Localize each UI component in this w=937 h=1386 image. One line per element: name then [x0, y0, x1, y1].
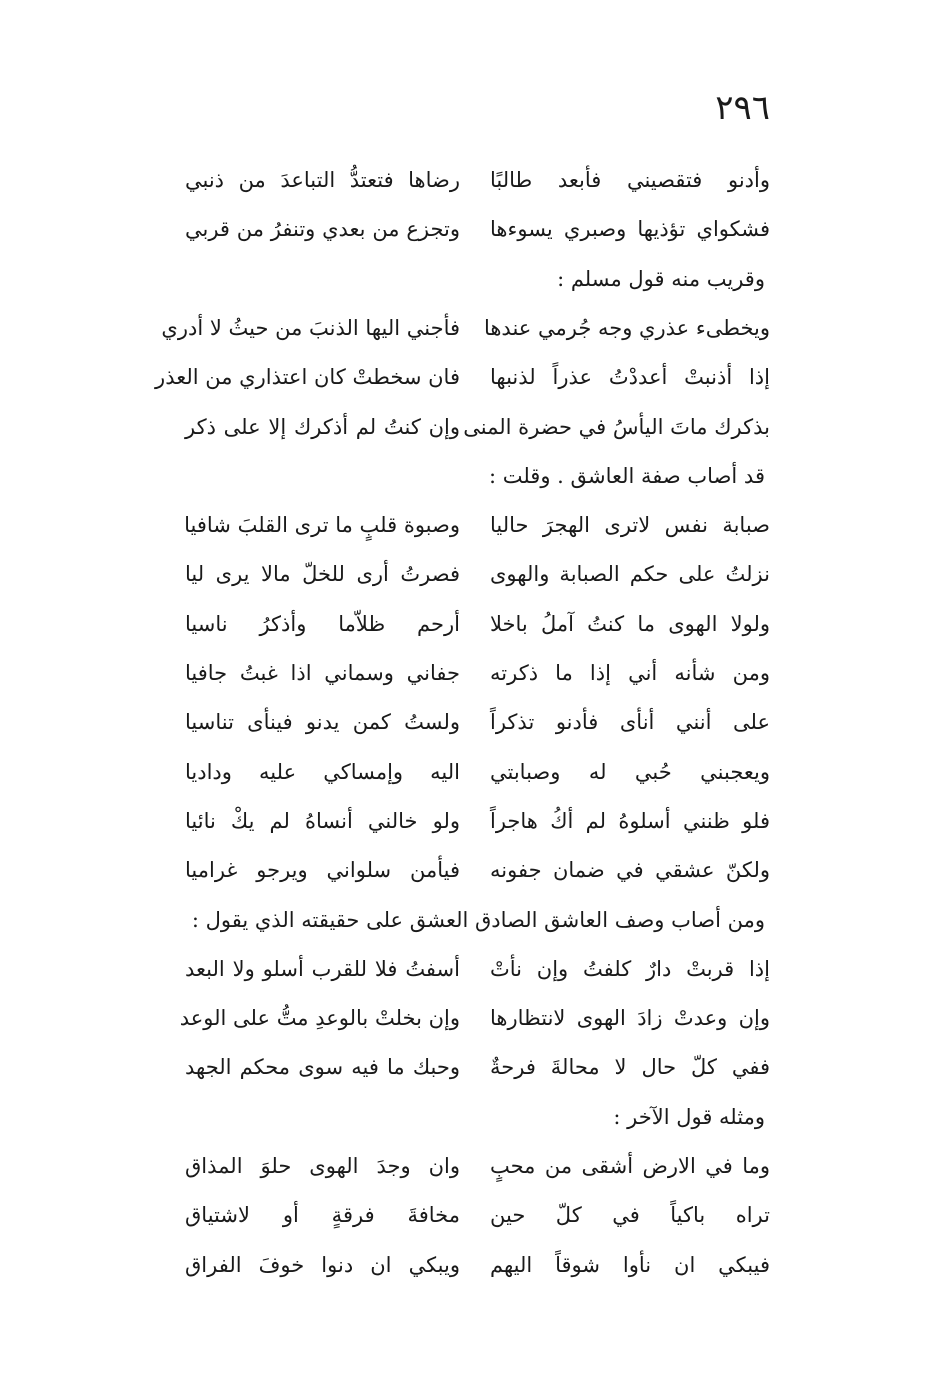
verse-second-hemistich: اليه وإمساكي عليه ودادیا [185, 760, 460, 784]
verse-first-hemistich: ويخطىء عذري وجه جُرمي عندها [483, 316, 770, 340]
prose-line: وقريب منه قول مسلم : [557, 267, 765, 291]
verse-first-hemistich: على أنني أنأى فأدنو تذكراً [490, 710, 770, 734]
verse-second-hemistich: ولو خالني أنساهُ لم يكْ نائيا [185, 809, 460, 833]
verse-second-hemistich: فيأمن سلواني ويرجو غراميا [185, 858, 460, 882]
verse-first-hemistich: ولولا الهوى ما كنتُ آملُ باخلا [490, 612, 770, 636]
prose-line: ومن أصاب وصف العاشق الصادق العشق على حقيقته الذي يقول : [191, 908, 765, 932]
verse-first-hemistich: نزلتُ على حكم الصبابة والهوى [490, 562, 770, 586]
verse-first-hemistich: ومن شأنه أني إذا ما ذكرته [490, 661, 770, 685]
verse-first-hemistich: صبابة نفس لاترى الهجرَ حاليا [490, 513, 770, 537]
verse-line [170, 1143, 770, 1189]
verse-second-hemistich: ولستُ كمن يدنو فينأى تناسيا [185, 710, 460, 734]
prose-line: ومثله قول الآخر : [613, 1105, 765, 1129]
verse-line [170, 601, 770, 647]
verse-second-hemistich: رضاها فتعتدُّ التباعدَ من ذنبي [185, 168, 460, 192]
verse-line [170, 650, 770, 696]
verse-line [161, 305, 770, 351]
verse-second-hemistich: فأجني اليها الذنبَ من حيثُ لا أدري [161, 316, 460, 340]
verse-second-hemistich: فان سخطتْ كان اعتذاري من العذر [155, 365, 460, 389]
page-number: ٢٩٦ [715, 88, 770, 128]
verse-first-hemistich: وإن وعدتْ زادَ الهوى لانتظارها [490, 1006, 770, 1030]
verse-second-hemistich: وان وجدَ الهوى حلوَ المذاق [185, 1154, 460, 1178]
verse-line [170, 1192, 770, 1238]
verse-first-hemistich: فلو ظنني أسلوهُ لم أكُ هاجراً [490, 809, 770, 833]
verse-first-hemistich: ولكنّ عشقي في ضمان جفونه [490, 858, 770, 882]
verse-first-hemistich: إذا أذنبتْ أعددْتُ عذراً لذنبها [490, 365, 770, 389]
verse-first-hemistich: فيبكي ان نأوا شوقاً اليهم [490, 1253, 770, 1277]
verse-line [170, 404, 770, 450]
verse-line [170, 157, 770, 203]
prose-line: قد أصاب صفة العاشق . وقلت : [488, 464, 765, 488]
verse-second-hemistich: أرحم ظلاّما وأذكرُ ناسيا [185, 612, 460, 636]
verse-second-hemistich: جفاني وسماني اذا غبتُ جافيا [185, 661, 460, 685]
verse-second-hemistich: وصبوة قلبٍ ما ترى القلبَ شافيا [184, 513, 460, 537]
verse-second-hemistich: مخافةَ فرقةٍ أو لاشتياق [185, 1203, 460, 1227]
verse-line [170, 946, 770, 992]
verse-second-hemistich: وإن بخلتْ بالوعدِ متُّ على الوعد [179, 1006, 460, 1030]
verse-line [170, 1242, 770, 1288]
verse-first-hemistich: بذكرك ماتَ اليأسُ في حضرة المنى [463, 415, 770, 439]
verse-second-hemistich: وحبك ما فيه سوى محكم الجهد [185, 1055, 460, 1079]
verse-second-hemistich: أسفتُ فلا للقرب أسلو ولا البعد [185, 957, 460, 981]
verse-line [170, 502, 770, 548]
verse-line [170, 551, 770, 597]
verse-second-hemistich: ويبكي ان دنوا خوفَ الفراق [185, 1253, 460, 1277]
verse-line [170, 699, 770, 745]
verse-line [170, 847, 770, 893]
verse-line [170, 749, 770, 795]
verse-first-hemistich: إذا قربتْ دارٌ كلفتُ وإن نأتْ [490, 957, 770, 981]
verse-second-hemistich: وإن كنتُ لم أذكرك إلا على ذكر [185, 415, 460, 439]
verse-first-hemistich: فشكواي تؤذيها وصبري يسوءها [490, 217, 770, 241]
verse-first-hemistich: وما في الارض أشقى من محبٍ [490, 1154, 770, 1178]
verse-line [170, 206, 770, 252]
verse-line [170, 798, 770, 844]
verse-first-hemistich: وأدنو فتقصيني فأبعد طالبًا [490, 168, 770, 192]
verse-first-hemistich: ففي كلّ حال لا محالةَ فرحةٌ [490, 1055, 770, 1079]
verse-first-hemistich: تراه باكياً في كلّ حين [490, 1203, 770, 1227]
verse-line [155, 354, 770, 400]
verse-first-hemistich: ويعجبني حُبي له وصبابتي [490, 760, 770, 784]
verse-line [170, 1044, 770, 1090]
verse-line [170, 995, 770, 1041]
verse-second-hemistich: وتجزع من بعدي وتنفرُ من قربي [185, 217, 460, 241]
verse-second-hemistich: فصرتُ أرى للخلّ مالا يرى ليا [185, 562, 460, 586]
